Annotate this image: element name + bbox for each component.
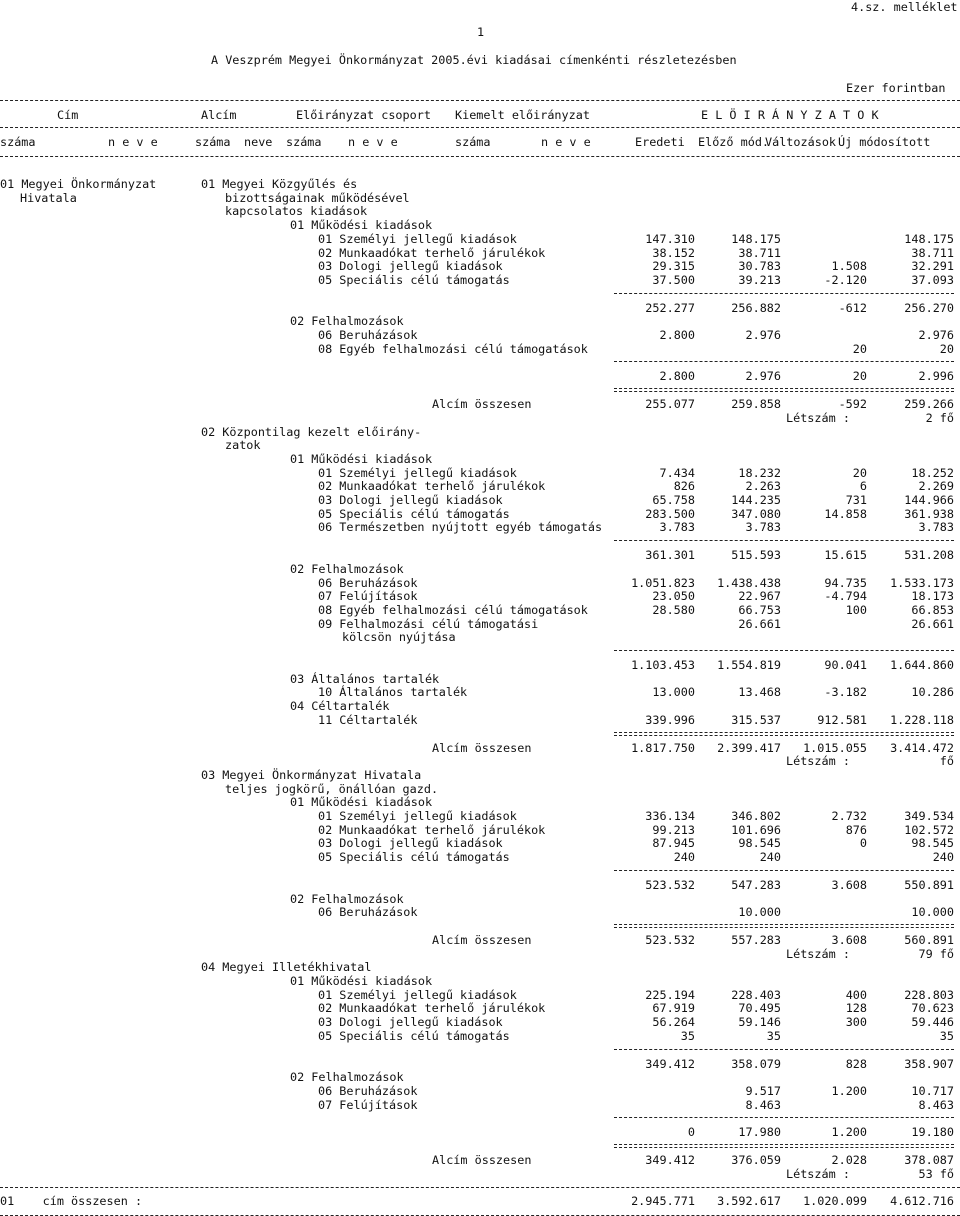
- subheader-alcim-szama: száma: [195, 135, 231, 149]
- value-elozo-mod: 547.283: [731, 877, 781, 892]
- value-elozo-mod: 39.213: [738, 272, 781, 287]
- section-total-rule: [614, 388, 954, 392]
- value-uj-modositott: 378.087: [904, 1153, 954, 1167]
- value-uj-modositott: 10.286: [911, 685, 954, 700]
- value-uj-modositott: 144.966: [904, 493, 954, 507]
- line-label: 01 Működési kiadások: [290, 451, 433, 466]
- value-valtozasok: 300: [845, 1015, 867, 1030]
- value-eredeti: 349.412: [645, 1056, 695, 1071]
- value-uj-modositott: 35: [939, 1028, 954, 1043]
- cim-total-label: 01 cím összesen :: [0, 1194, 143, 1209]
- value-valtozasok: 3.608: [831, 932, 867, 947]
- value-valtozasok: 912.581: [817, 712, 867, 727]
- value-valtozasok: 3.608: [831, 877, 867, 892]
- line-label: kapcsolatos kiadások: [225, 204, 368, 219]
- subheader-csoport-szama: száma: [286, 135, 322, 149]
- value-valtozasok: -592: [838, 397, 867, 412]
- value-eredeti: 29.315: [652, 259, 695, 274]
- value-uj-modositott: 38.711: [911, 245, 954, 260]
- subtotal-rule: [614, 361, 954, 362]
- line-label: 06 Természetben nyújtott egyéb támogatás: [318, 520, 603, 535]
- line-label: 01 Személyi jellegű kiadások: [318, 987, 517, 1002]
- value-elozo-mod: 144.235: [731, 493, 781, 507]
- line-label: 02 Felhalmozások: [290, 561, 404, 576]
- alcim-total-label: Alcím összesen: [432, 1153, 532, 1167]
- section-total-rule: [614, 732, 954, 736]
- line-label: bizottságainak működésével: [225, 190, 410, 205]
- subheader-csoport-neve: n e v e: [348, 135, 398, 149]
- value-valtozasok: 828: [845, 1056, 867, 1071]
- value-elozo-mod: 35: [766, 1028, 781, 1043]
- value-eredeti: 240: [673, 850, 695, 865]
- value-uj-modositott: 259.266: [904, 397, 954, 412]
- value-eredeti: 283.500: [645, 506, 695, 521]
- line-label: teljes jogkörű, önállóan gazd.: [225, 781, 439, 796]
- section-total-rule: [614, 1144, 954, 1148]
- line-label: 11 Céltartalék: [318, 712, 418, 727]
- annex-label: 4.sz. melléklet: [851, 0, 958, 14]
- value-eredeti: 35: [680, 1028, 695, 1043]
- value-eredeti: 1.103.453: [631, 658, 695, 672]
- subheader-cim-neve: n e v e: [108, 135, 158, 149]
- value-valtozasok: -3.182: [824, 685, 867, 700]
- letszam-value: 2 fő: [925, 410, 954, 425]
- line-label: 09 Felhalmozási célú támogatási: [318, 616, 539, 631]
- value-eredeti: 56.264: [652, 1015, 695, 1030]
- value-elozo-mod: 2.263: [745, 479, 781, 494]
- line-label: 01 Személyi jellegű kiadások: [318, 231, 517, 246]
- line-label: 01 Működési kiadások: [290, 974, 433, 988]
- value-uj-modositott: 3.783: [918, 520, 954, 535]
- value-valtozasok: 94.735: [824, 575, 867, 590]
- value-uj-modositott: 2.976: [918, 328, 954, 342]
- subtotal-rule: [614, 650, 954, 651]
- value-eredeti: 1.817.750: [631, 740, 695, 755]
- letszam-value: 53 fő: [918, 1166, 954, 1181]
- value-uj-modositott: 98.545: [911, 836, 954, 851]
- value-elozo-mod: 3.592.617: [717, 1194, 781, 1209]
- alcim-total-label: Alcím összesen: [432, 740, 532, 755]
- value-uj-modositott: 20: [939, 341, 954, 356]
- letszam-label: Létszám :: [786, 410, 850, 425]
- line-label: 06 Beruházások: [318, 905, 418, 920]
- line-label: 05 Speciális célú támogatás: [318, 506, 510, 521]
- subheader-kiemelt-szama: száma: [455, 135, 491, 149]
- letszam-label: Létszám :: [786, 946, 850, 961]
- value-eredeti: 0: [687, 1125, 695, 1140]
- line-label: 05 Speciális célú támogatás: [318, 272, 510, 287]
- value-elozo-mod: 346.802: [731, 809, 781, 823]
- subheader-kiemelt-neve: n e v e: [541, 135, 591, 149]
- value-valtozasok: 1.200: [831, 1125, 867, 1140]
- value-elozo-mod: 240: [759, 850, 781, 865]
- value-elozo-mod: 13.468: [738, 685, 781, 700]
- header-kiemelt-eloiranyzat: Kiemelt előirányzat: [455, 108, 590, 122]
- value-valtozasok: -612: [838, 300, 867, 315]
- value-elozo-mod: 66.753: [738, 602, 781, 617]
- line-label: 01 Működési kiadások: [290, 795, 433, 810]
- line-label: 08 Egyéb felhalmozási célú támogatások: [318, 341, 588, 356]
- line-label: kölcsön nyújtása: [342, 630, 456, 645]
- value-eredeti: 38.152: [652, 245, 695, 260]
- value-uj-modositott: 32.291: [911, 259, 954, 274]
- unit-label: Ezer forintban: [846, 81, 946, 95]
- value-uj-modositott: 70.623: [911, 1001, 954, 1016]
- value-eredeti: 2.945.771: [631, 1194, 695, 1209]
- total-rule: [0, 1187, 960, 1188]
- value-elozo-mod: 259.858: [731, 397, 781, 412]
- value-valtozasok: 128: [845, 1001, 867, 1016]
- line-label: 03 Dologi jellegű kiadások: [318, 836, 503, 851]
- value-valtozasok: 0: [859, 836, 867, 851]
- value-eredeti: 339.996: [645, 712, 695, 727]
- value-valtozasok: 2.028: [831, 1153, 867, 1167]
- letszam-label: Létszám :: [786, 1166, 850, 1181]
- value-eredeti: 13.000: [652, 685, 695, 700]
- line-label: 02 Felhalmozások: [290, 891, 404, 906]
- value-eredeti: 2.800: [659, 369, 695, 384]
- line-label: 05 Speciális célú támogatás: [318, 1028, 510, 1043]
- subheader-alcim-neve: neve: [244, 135, 273, 149]
- line-label: 01 Megyei Közgyűlés és: [201, 177, 358, 191]
- subheader-eredeti: Eredeti: [635, 135, 685, 149]
- line-label: 02 Központilag kezelt előirány-: [201, 424, 422, 439]
- document-title: A Veszprém Megyei Önkormányzat 2005.évi kiadásai címenkénti részletezésben: [211, 53, 737, 67]
- line-label: 03 Dologi jellegű kiadások: [318, 259, 503, 274]
- value-uj-modositott: 19.180: [911, 1125, 954, 1140]
- value-uj-modositott: 148.175: [904, 231, 954, 246]
- value-eredeti: 147.310: [645, 231, 695, 246]
- line-label: 02 Munkaadókat terhelő járulékok: [318, 479, 546, 494]
- value-eredeti: 67.919: [652, 1001, 695, 1016]
- value-uj-modositott: 10.000: [911, 905, 954, 920]
- value-eredeti: 252.277: [645, 300, 695, 315]
- subheader-valtozasok: Változások: [765, 135, 837, 149]
- header-eloiranyzatok: E L Ö I R Á N Y Z A T O K: [701, 108, 879, 122]
- value-elozo-mod: 59.146: [738, 1015, 781, 1030]
- value-eredeti: 99.213: [652, 822, 695, 837]
- subtotal-rule: [614, 540, 954, 541]
- value-uj-modositott: 1.644.860: [890, 658, 954, 672]
- line-label: 07 Felújítások: [318, 589, 418, 604]
- line-label: 02 Munkaadókat terhelő járulékok: [318, 822, 546, 837]
- subheader-elozo-mod: Előző mód.: [698, 135, 770, 149]
- value-uj-modositott: 256.270: [904, 300, 954, 315]
- value-valtozasok: 20: [852, 465, 867, 480]
- value-uj-modositott: 59.446: [911, 1015, 954, 1030]
- value-uj-modositott: 18.252: [911, 465, 954, 480]
- value-elozo-mod: 515.593: [731, 548, 781, 563]
- value-eredeti: 28.580: [652, 602, 695, 617]
- value-uj-modositott: 361.938: [904, 506, 954, 521]
- line-label: 07 Felújítások: [318, 1097, 418, 1112]
- cim-name: Megyei Önkormányzat: [21, 177, 157, 191]
- value-uj-modositott: 240: [932, 850, 954, 865]
- value-eredeti: 65.758: [652, 493, 695, 507]
- line-label: 10 Általános tartalék: [318, 685, 468, 700]
- value-elozo-mod: 358.079: [731, 1056, 781, 1071]
- header-eloirányzat-csoport: Előirányzat csoport: [296, 108, 431, 122]
- cim-title: [0, 177, 156, 191]
- value-eredeti: 349.412: [645, 1153, 695, 1167]
- cim-code: 01: [0, 177, 15, 191]
- letszam-value: 79 fő: [918, 946, 954, 961]
- value-elozo-mod: 98.545: [738, 836, 781, 851]
- value-elozo-mod: 315.537: [731, 712, 781, 727]
- line-label: 06 Beruházások: [318, 575, 418, 590]
- line-label: 02 Felhalmozások: [290, 1070, 404, 1085]
- line-label: 01 Személyi jellegű kiadások: [318, 809, 517, 823]
- subtotal-rule: [614, 293, 954, 294]
- value-elozo-mod: 376.059: [731, 1153, 781, 1167]
- value-elozo-mod: 18.232: [738, 465, 781, 480]
- line-label: 04 Megyei Illetékhivatal: [201, 960, 372, 975]
- header-rule-bottom: [0, 156, 960, 157]
- line-label: 02 Felhalmozások: [290, 314, 404, 329]
- value-uj-modositott: 349.534: [904, 809, 954, 823]
- value-valtozasok: 100: [845, 602, 867, 617]
- subtotal-rule: [614, 1049, 954, 1050]
- value-uj-modositott: 2.269: [918, 479, 954, 494]
- value-elozo-mod: 3.783: [745, 520, 781, 535]
- value-eredeti: 225.194: [645, 987, 695, 1002]
- value-valtozasok: 1.508: [831, 259, 867, 274]
- value-valtozasok: -2.120: [824, 272, 867, 287]
- value-uj-modositott: 560.891: [904, 932, 954, 947]
- cim-name-line2: Hivatala: [20, 191, 77, 205]
- header-rule-top: [0, 100, 960, 101]
- value-elozo-mod: 26.661: [738, 616, 781, 631]
- value-eredeti: 826: [673, 479, 695, 494]
- line-label: 06 Beruházások: [318, 1083, 418, 1098]
- value-valtozasok: 1.200: [831, 1083, 867, 1098]
- alcim-total-label: Alcím összesen: [432, 932, 532, 947]
- value-eredeti: 336.134: [645, 809, 695, 823]
- value-valtozasok: 731: [845, 493, 867, 507]
- value-valtozasok: 1.020.099: [803, 1194, 867, 1209]
- value-eredeti: 37.500: [652, 272, 695, 287]
- letszam-label: Létszám :: [786, 754, 850, 769]
- alcim-total-label: Alcím összesen: [432, 397, 532, 412]
- value-elozo-mod: 347.080: [731, 506, 781, 521]
- value-uj-modositott: 4.612.716: [890, 1194, 954, 1209]
- value-elozo-mod: 2.976: [745, 328, 781, 342]
- value-elozo-mod: 228.403: [731, 987, 781, 1002]
- line-label: 02 Munkaadókat terhelő járulékok: [318, 245, 546, 260]
- value-uj-modositott: 8.463: [918, 1097, 954, 1112]
- page-number: 1: [477, 25, 485, 39]
- value-uj-modositott: 66.853: [911, 602, 954, 617]
- value-eredeti: 361.301: [645, 548, 695, 563]
- value-uj-modositott: 3.414.472: [890, 740, 954, 755]
- value-uj-modositott: 10.717: [911, 1083, 954, 1098]
- subtotal-rule: [614, 870, 954, 871]
- value-eredeti: 7.434: [659, 465, 695, 480]
- subheader-uj-modositott: Új módosított: [838, 135, 931, 149]
- value-eredeti: 1.051.823: [631, 575, 695, 590]
- value-elozo-mod: 1.554.819: [717, 658, 781, 672]
- line-label: 03 Megyei Önkormányzat Hivatala: [201, 767, 422, 782]
- value-elozo-mod: 30.783: [738, 259, 781, 274]
- value-uj-modositott: 358.907: [904, 1056, 954, 1071]
- value-uj-modositott: 1.228.118: [890, 712, 954, 727]
- value-elozo-mod: 557.283: [731, 932, 781, 947]
- line-label: 03 Általános tartalék: [290, 671, 440, 686]
- value-valtozasok: -4.794: [824, 589, 867, 604]
- value-eredeti: 3.783: [659, 520, 695, 535]
- value-valtozasok: 15.615: [824, 548, 867, 563]
- line-label: 05 Speciális célú támogatás: [318, 850, 510, 865]
- line-label: 03 Dologi jellegű kiadások: [318, 493, 503, 507]
- line-label: 03 Dologi jellegű kiadások: [318, 1015, 503, 1030]
- value-valtozasok: 876: [845, 822, 867, 837]
- value-valtozasok: 1.015.055: [803, 740, 867, 755]
- value-uj-modositott: 228.803: [904, 987, 954, 1002]
- value-uj-modositott: 26.661: [911, 616, 954, 631]
- value-uj-modositott: 18.173: [911, 589, 954, 604]
- line-label: zatok: [225, 438, 261, 453]
- header-cim: Cím: [57, 108, 79, 122]
- value-elozo-mod: 1.438.438: [717, 575, 781, 590]
- line-label: 04 Céltartalék: [290, 699, 390, 714]
- value-valtozasok: 20: [852, 341, 867, 356]
- line-label: 01 Működési kiadások: [290, 218, 433, 233]
- value-uj-modositott: 531.208: [904, 548, 954, 563]
- value-elozo-mod: 9.517: [745, 1083, 781, 1098]
- subtotal-rule: [614, 1117, 954, 1118]
- line-label: 01 Személyi jellegű kiadások: [318, 465, 517, 480]
- value-elozo-mod: 22.967: [738, 589, 781, 604]
- value-elozo-mod: 148.175: [731, 231, 781, 246]
- value-eredeti: 2.800: [659, 328, 695, 342]
- value-valtozasok: 20: [852, 369, 867, 384]
- value-uj-modositott: 1.533.173: [890, 575, 954, 590]
- header-rule-mid: [0, 127, 960, 128]
- value-valtozasok: 6: [859, 479, 867, 494]
- header-alcim: Alcím: [201, 108, 237, 122]
- value-uj-modositott: 2.996: [918, 369, 954, 384]
- value-uj-modositott: 102.572: [904, 822, 954, 837]
- value-elozo-mod: 256.882: [731, 300, 781, 315]
- value-valtozasok: 2.732: [831, 809, 867, 823]
- value-eredeti: 255.077: [645, 397, 695, 412]
- value-valtozasok: 400: [845, 987, 867, 1002]
- value-uj-modositott: 37.093: [911, 272, 954, 287]
- value-eredeti: 23.050: [652, 589, 695, 604]
- value-valtozasok: 14.858: [824, 506, 867, 521]
- line-label: 02 Munkaadókat terhelő járulékok: [318, 1001, 546, 1016]
- value-elozo-mod: 2.976: [745, 369, 781, 384]
- value-elozo-mod: 8.463: [745, 1097, 781, 1112]
- value-uj-modositott: 550.891: [904, 877, 954, 892]
- line-label: 06 Beruházások: [318, 328, 418, 342]
- value-elozo-mod: 2.399.417: [717, 740, 781, 755]
- value-eredeti: 523.532: [645, 932, 695, 947]
- value-valtozasok: 90.041: [824, 658, 867, 672]
- value-elozo-mod: 70.495: [738, 1001, 781, 1016]
- line-label: 08 Egyéb felhalmozási célú támogatások: [318, 602, 588, 617]
- value-eredeti: 523.532: [645, 877, 695, 892]
- value-elozo-mod: 10.000: [738, 905, 781, 920]
- section-total-rule: [614, 924, 954, 928]
- value-eredeti: 87.945: [652, 836, 695, 851]
- value-elozo-mod: 38.711: [738, 245, 781, 260]
- subheader-cim-szama: száma: [0, 135, 36, 149]
- letszam-value: fő: [939, 754, 954, 769]
- value-elozo-mod: 17.980: [738, 1125, 781, 1140]
- value-elozo-mod: 101.696: [731, 822, 781, 837]
